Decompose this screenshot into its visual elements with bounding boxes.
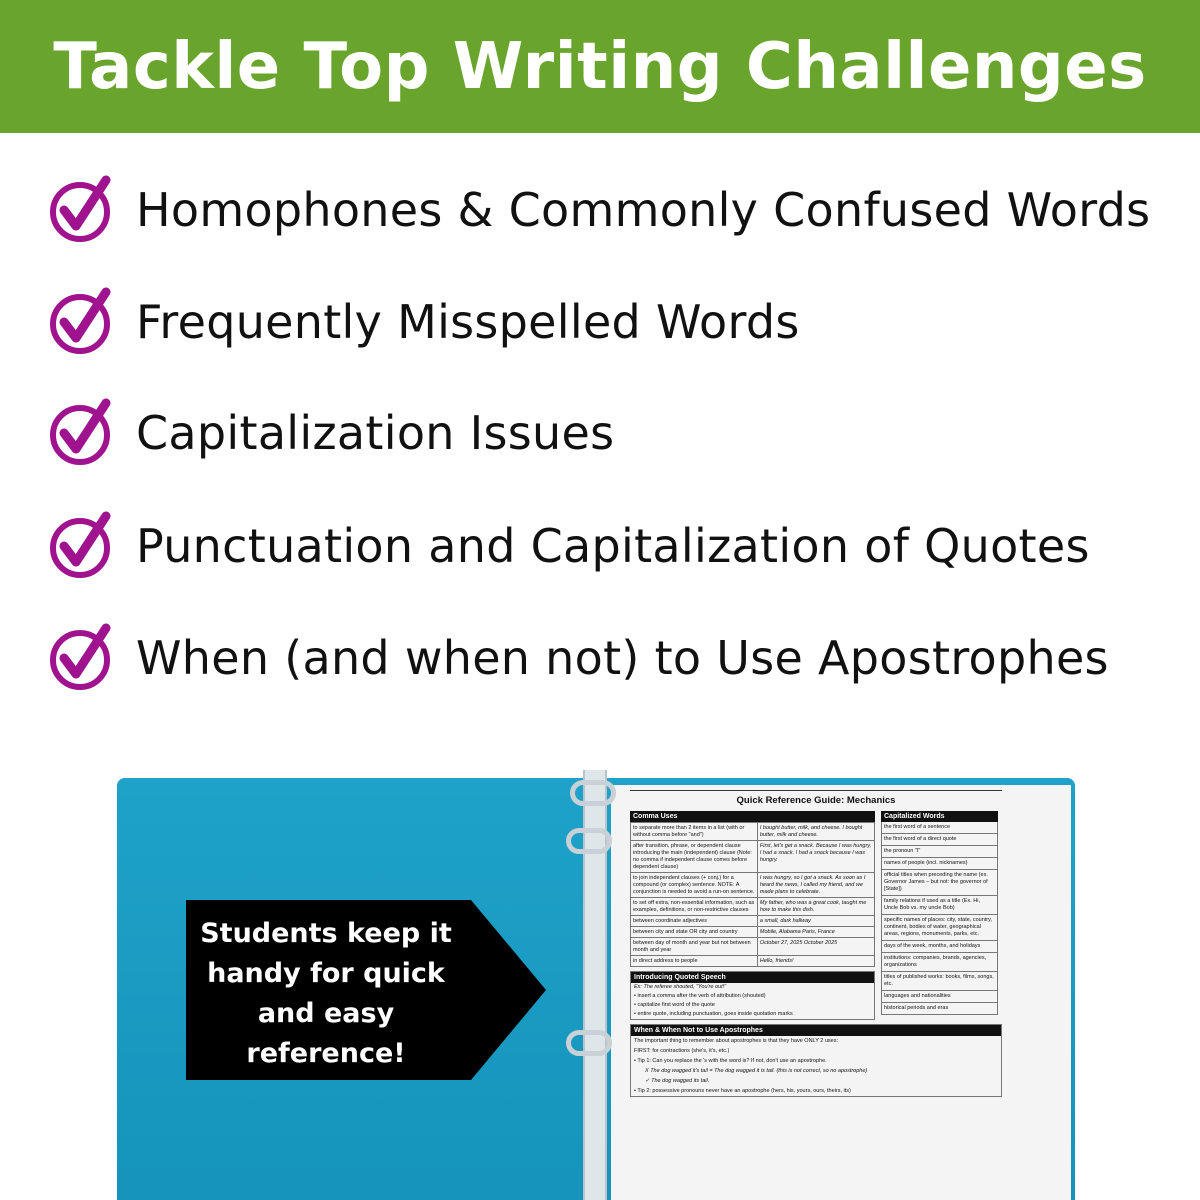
comma-rule: between day of month and year but not between month and year bbox=[631, 938, 758, 956]
quoted-line: • insert a comma after the verb of attribution (shouted) bbox=[634, 993, 766, 999]
capitalized-word-rule: days of the week, months, and holidays bbox=[881, 941, 998, 953]
capitalized-word-rule: names of people (incl. nicknames) bbox=[881, 858, 998, 870]
sheet-main-column bbox=[630, 811, 875, 1020]
comma-rule: between coordinate adjectives bbox=[631, 916, 758, 927]
sheet-side-column bbox=[881, 811, 998, 1020]
callout-line: handy for quick bbox=[207, 958, 445, 989]
comma-rule-row bbox=[631, 956, 875, 967]
capitalized-word-rule: family relations if used as a title (Ex. Hi, Uncle Bob vs. my uncle Bob) bbox=[881, 896, 998, 915]
comma-rule-row bbox=[631, 927, 875, 938]
capitalized-word-rule: the pronoun "I" bbox=[881, 846, 998, 858]
comma-example: Hello, friends! bbox=[757, 956, 874, 967]
reference-sheet bbox=[630, 790, 1002, 1097]
comma-rule: to set off extra, non-essential information, such as examples, definitions, or non-restrictive clauses bbox=[631, 898, 758, 916]
checklist-item-label: Frequently Misspelled Words bbox=[136, 295, 800, 349]
check-circle-icon bbox=[46, 174, 118, 246]
capitalized-word-rule: institutions: companies, brands, agencies, organizations bbox=[881, 953, 998, 972]
page-title: Tackle Top Writing Challenges bbox=[53, 29, 1147, 104]
checklist-item-label: Punctuation and Capitalization of Quotes bbox=[136, 519, 1090, 573]
comma-rule: between city and state OR city and country bbox=[631, 927, 758, 938]
callout-line: reference! bbox=[246, 1038, 406, 1069]
comma-uses-table bbox=[630, 822, 875, 967]
checklist-item-label: Homophones & Commonly Confused Words bbox=[136, 183, 1151, 237]
capitalized-words-header: Capitalized Words bbox=[881, 811, 998, 822]
comma-rule-row bbox=[631, 916, 875, 927]
comma-rule-row bbox=[631, 873, 875, 898]
apos-line: X The dog wagged it's tail = The dog wagged it is tail. (this is not correct, so no apostrophe) bbox=[645, 1068, 868, 1074]
capitalized-words-list bbox=[881, 822, 998, 1015]
comma-example: October 27, 2025 October 2025 bbox=[757, 938, 874, 956]
comma-example: My father, who was a great cook, taught me how to make this dish. bbox=[757, 898, 874, 916]
capitalized-word-rule: official titles when preceding the name (ex. Governor James – but not: the governor of [State]) bbox=[881, 870, 998, 896]
capitalized-word-rule: titles of published works: books, films, songs, etc. bbox=[881, 972, 998, 991]
checklist-item bbox=[46, 170, 1150, 250]
checklist-item-label: When (and when not) to Use Apostrophes bbox=[136, 631, 1109, 685]
callout-line: and easy bbox=[257, 998, 395, 1029]
checklist-item bbox=[46, 618, 1109, 698]
comma-rule-row bbox=[631, 823, 875, 841]
comma-rule: to separate more than 2 items in a list (with or without comma before "and") bbox=[631, 823, 758, 841]
callout-line: Students keep it bbox=[200, 918, 452, 949]
binder-ring bbox=[566, 1030, 612, 1056]
comma-example: I bought butter, milk, and cheese. I bought butter, milk and cheese. bbox=[757, 823, 874, 841]
comma-rule-row bbox=[631, 841, 875, 873]
comma-example: I was hungry, so I got a snack. As soon as I heard the news, I called my friend, and we made plans to celebrate. bbox=[757, 873, 874, 898]
checklist-item bbox=[46, 506, 1090, 586]
binder-ring bbox=[570, 780, 616, 806]
capitalized-word-rule: the first word of a sentence bbox=[881, 822, 998, 834]
apostrophes-section bbox=[630, 1024, 1002, 1097]
capitalized-word-rule: historical periods and eras bbox=[881, 1003, 998, 1015]
apos-line: • Tip 1: Can you replace the 's with the word is? If not, don't use an apostrophe. bbox=[634, 1058, 827, 1064]
apos-line: FIRST: for contractions (she's, it's, etc.) bbox=[634, 1048, 730, 1054]
quoted-speech-section bbox=[630, 971, 875, 1020]
quoted-line: • capitalize first word of the quote bbox=[634, 1002, 715, 1008]
comma-rule: after transition, phrase, or dependent clause introducing the main (independent) clause (Note: no comma if independent clause comes before dependent clause) bbox=[631, 841, 758, 873]
apostrophes-header: When & When Not to Use Apostrophes bbox=[631, 1025, 1001, 1036]
comma-example: Mobile, Alabama Paris, France bbox=[757, 927, 874, 938]
check-circle-icon bbox=[46, 286, 118, 358]
check-circle-icon bbox=[46, 622, 118, 694]
apos-line: • Tip 2: possessive pronouns never have an apostrophe (hers, his, yours, ours, theirs, its) bbox=[634, 1088, 851, 1094]
capitalized-word-rule: languages and nationalities bbox=[881, 991, 998, 1003]
capitalized-word-rule: the first word of a direct quote bbox=[881, 834, 998, 846]
comma-rule: to join independent clauses (+ conj.) for a compound (or complex) sentence. NOTE: A conjunction is needed to avoid a run-on sentence. bbox=[631, 873, 758, 898]
comma-rule-row bbox=[631, 898, 875, 916]
comma-rule: in direct address to people bbox=[631, 956, 758, 967]
quoted-line: • entire quote, including punctuation, goes inside quotation marks bbox=[634, 1011, 793, 1017]
apos-line: ✓ The dog wagged its tail. bbox=[645, 1078, 710, 1084]
check-circle-icon bbox=[46, 397, 118, 469]
sheet-title: Quick Reference Guide: Mechanics bbox=[630, 790, 1002, 806]
checklist-item bbox=[46, 282, 800, 362]
checklist-item-label: Capitalization Issues bbox=[136, 406, 615, 460]
binder-ring bbox=[566, 828, 612, 854]
title-banner bbox=[0, 0, 1200, 133]
comma-example: First, let's get a snack. Because I was hungry, I had a snack. I had a snack because I was hungry. bbox=[757, 841, 874, 873]
checklist-item bbox=[46, 393, 614, 473]
check-circle-icon bbox=[46, 510, 118, 582]
quoted-speech-header: Introducing Quoted Speech bbox=[631, 972, 874, 983]
callout-text bbox=[186, 914, 466, 1074]
comma-example: a small, dark hallway bbox=[757, 916, 874, 927]
quoted-line: Ex: The referee shouted, "You're out!" bbox=[634, 984, 727, 990]
comma-rule-row bbox=[631, 938, 875, 956]
apos-line: The important thing to remember about apostrophes is that they have ONLY 2 uses: bbox=[634, 1038, 839, 1044]
callout-arrow bbox=[186, 900, 546, 1080]
comma-uses-header: Comma Uses bbox=[630, 811, 875, 822]
capitalized-word-rule: specific names of places: city, state, country, continent, bodies of water, geographical areas, regions, monuments, parks, etc. bbox=[881, 915, 998, 941]
